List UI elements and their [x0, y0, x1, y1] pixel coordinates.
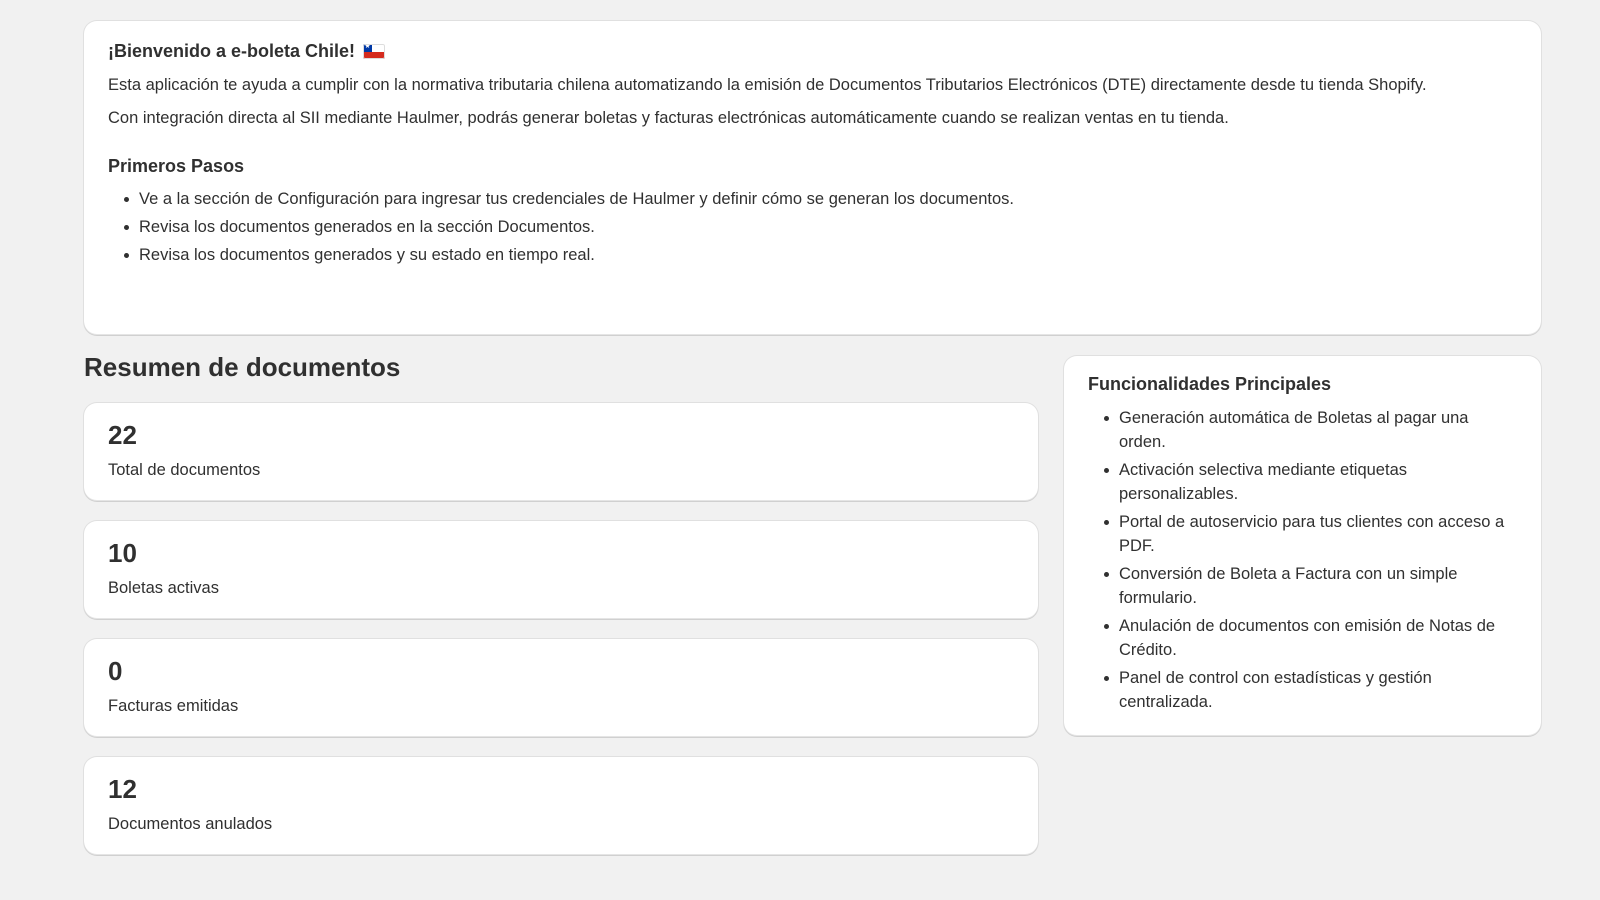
welcome-paragraph-2: Con integración directa al SII mediante Haulmer, podrás generar boletas y facturas electrónicas automáticamente cuando se realizan ventas en tu tienda. — [108, 109, 1229, 127]
list-item: Anulación de documentos con emisión de Notas de Crédito. — [1088, 614, 1517, 662]
welcome-title — [108, 41, 1517, 62]
list-item: Panel de control con estadísticas y gestión centralizada. — [1088, 666, 1517, 714]
list-item: Conversión de Boleta a Factura con un simple formulario. — [1088, 562, 1517, 610]
list-item: Generación automática de Boletas al pagar una orden. — [1088, 406, 1517, 454]
stat-value: 10 — [108, 538, 137, 568]
stat-value: 0 — [108, 656, 123, 686]
stat-label: Facturas emitidas — [108, 697, 239, 715]
list-item: Activación selectiva mediante etiquetas personalizables. — [1088, 458, 1517, 506]
steps-list — [108, 187, 1517, 267]
stat-value: 12 — [108, 774, 137, 804]
welcome-title-text: ¡Bienvenido a e-boleta Chile! — [108, 41, 356, 61]
features-card — [1064, 356, 1541, 736]
stat-value: 22 — [108, 420, 137, 450]
list-item: Revisa los documentos generados en la sección Documentos. — [108, 215, 1517, 239]
features-title: Funcionalidades Principales — [1088, 374, 1332, 394]
list-item: Revisa los documentos generados y su estado en tiempo real. — [108, 243, 1517, 267]
chile-flag-icon: ★ — [363, 44, 385, 59]
features-list — [1088, 406, 1517, 714]
steps-title: Primeros Pasos — [108, 156, 245, 176]
stat-card-anulados — [84, 757, 1038, 855]
list-item: Ve a la sección de Configuración para ingresar tus credenciales de Haulmer y definir cómo se generan los documentos. — [108, 187, 1517, 211]
summary-title: Resumen de documentos — [84, 352, 401, 382]
welcome-paragraph-1: Esta aplicación te ayuda a cumplir con la normativa tributaria chilena automatizando la emisión de Documentos Tributarios Electrónicos (DTE) directamente desde tu tienda Shopify. — [108, 76, 1427, 94]
stat-card-total — [84, 403, 1038, 501]
stat-card-boletas — [84, 521, 1038, 619]
list-item: Portal de autoservicio para tus clientes con acceso a PDF. — [1088, 510, 1517, 558]
welcome-card — [84, 21, 1541, 335]
stat-card-facturas — [84, 639, 1038, 737]
stat-label: Documentos anulados — [108, 815, 273, 833]
stat-label: Total de documentos — [108, 461, 261, 479]
stat-label: Boletas activas — [108, 579, 219, 597]
